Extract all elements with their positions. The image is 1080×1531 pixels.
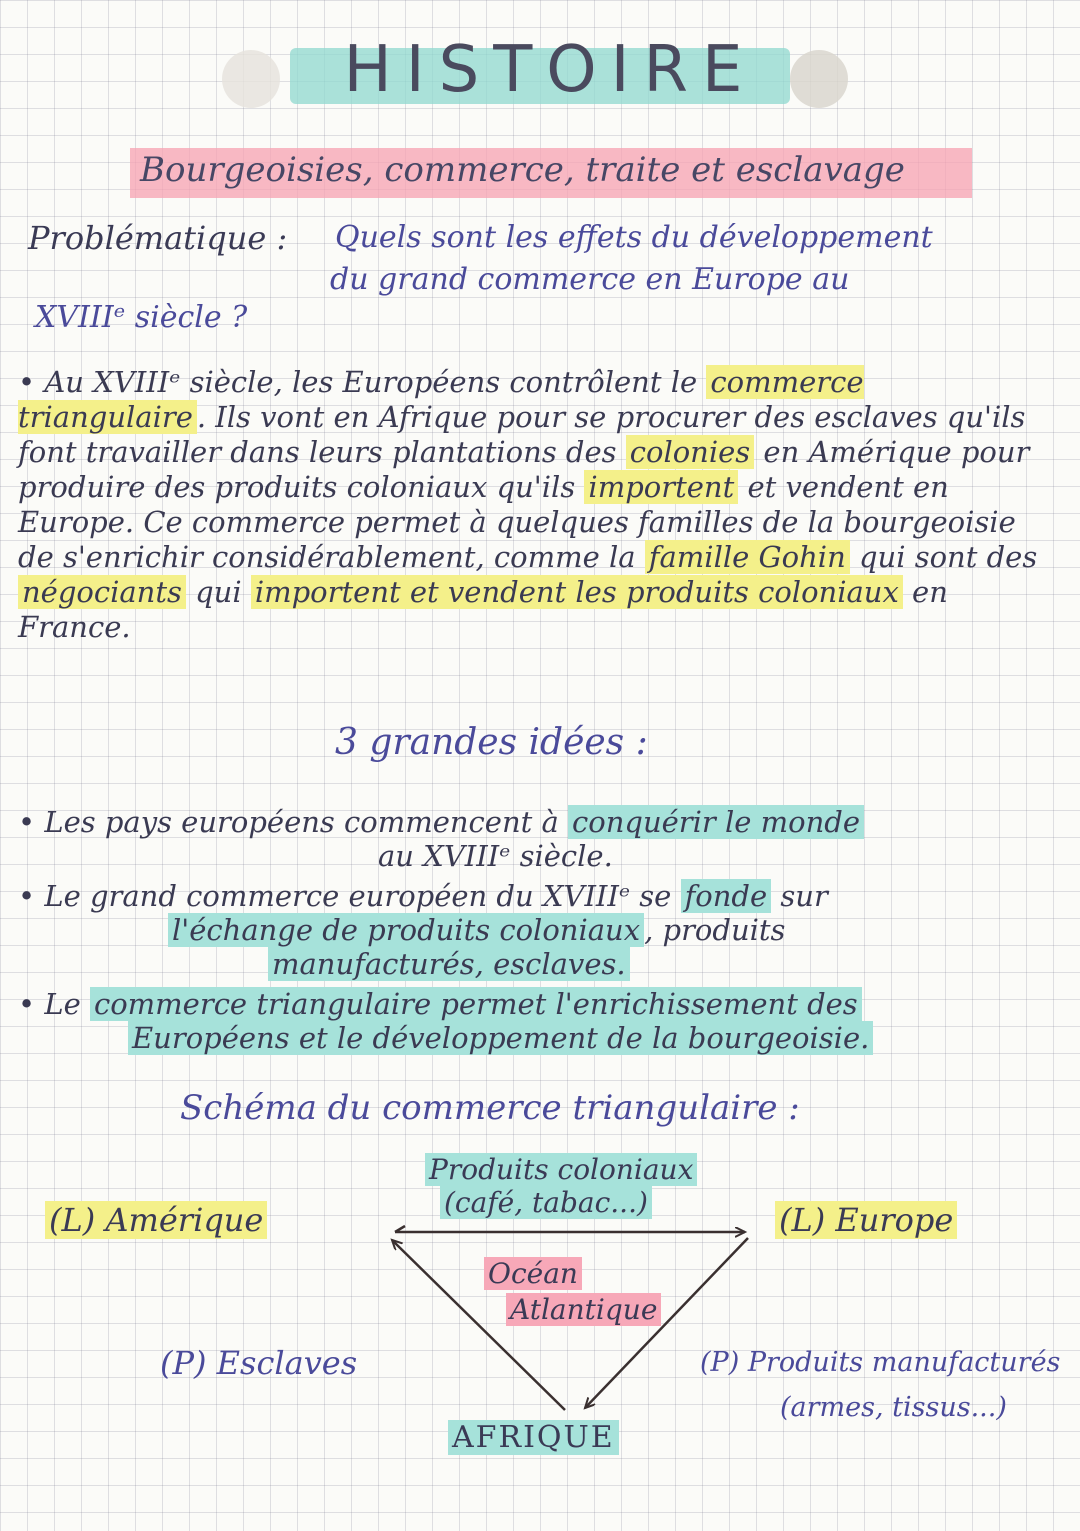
ideas-list: [18, 805, 1058, 1061]
page-title: HISTOIRE: [343, 33, 757, 107]
label-esclaves: (P) Esclaves: [160, 1344, 358, 1382]
problematique-line-2: du grand commerce en Europe au: [330, 262, 850, 297]
label-produits-manufactures: (P) Produits manufacturés: [700, 1347, 1061, 1378]
idea-item-3: • Le commerce triangulaire permet l'enrichissement des Européens et le développement de la bourgeoisie.: [18, 987, 1058, 1055]
highlight-manufactures: manufacturés, esclaves.: [268, 947, 630, 981]
p12: en France.: [18, 575, 948, 644]
top-label-1: Produits coloniaux: [425, 1155, 697, 1185]
idea-item-1: • Les pays européens commencent à conquérir le monde au XVIIIᵉ siècle.: [18, 805, 1058, 873]
highlight-conquerir: conquérir le monde: [568, 805, 864, 839]
problematique-label: Problématique :: [28, 219, 288, 257]
ideas-heading: 3 grandes idées :: [335, 722, 648, 763]
highlight-developpement: Européens et le développement de la bourgeoisie.: [128, 1021, 873, 1055]
bullet: •: [18, 365, 36, 399]
p8: qui sont des: [849, 540, 1038, 574]
problematique-line-1: Quels sont les effets du développement: [335, 220, 933, 255]
highlight-importent: importent: [584, 470, 738, 504]
problematique-line-3: XVIIIᵉ siècle ?: [35, 300, 248, 335]
label-produits-manufactures-detail: (armes, tissus...): [780, 1392, 1007, 1423]
highlight-importent-vendent: importent et vendent les produits coloniaux: [251, 575, 903, 609]
highlight-fonde: fonde: [681, 879, 772, 913]
highlight-echange: l'échange de produits coloniaux: [168, 913, 644, 947]
p4: en Amérique pour produire des produits coloniaux qu'ils: [18, 435, 1030, 504]
p2: . Ils vont en Afrique pour se procurer des esclaves qu'ils font travailler dans leurs plantations des: [18, 400, 1026, 469]
highlight-famille-gohin: famille Gohin: [645, 540, 850, 574]
decorative-circle-left: [222, 50, 280, 108]
diagram-heading: Schéma du commerce triangulaire :: [180, 1088, 800, 1128]
subtitle: Bourgeoisies, commerce, traite et esclavage: [140, 150, 905, 190]
highlight-colonies: colonies: [626, 435, 754, 469]
highlight-commerce-triangulaire: commerce triangulaire: [18, 365, 864, 434]
p6: et vendent en Europe. Ce commerce permet à quelques familles de la bourgeoisie de s'enrichir considérablement, comme la: [18, 470, 1016, 574]
label-amerique: (L) Amérique: [45, 1202, 267, 1238]
idea-item-2: • Le grand commerce européen du XVIIIᵉ se fonde sur l'échange de produits coloniaux , produits manufacturés, esclaves.: [18, 879, 828, 981]
ocean-label-2: Atlantique: [506, 1294, 661, 1326]
top-label-2: (café, tabac...): [440, 1188, 652, 1218]
label-afrique: AFRIQUE: [448, 1420, 619, 1456]
highlight-negociants: négociants: [18, 575, 186, 609]
p10: qui: [185, 575, 251, 609]
intro-paragraph: [18, 365, 1058, 645]
p0: Au XVIIIᵉ siècle, les Européens contrôlent le: [44, 365, 707, 399]
highlight-enrichissement: commerce triangulaire permet l'enrichissement des: [90, 987, 862, 1021]
ocean-label-1: Océan: [484, 1258, 582, 1290]
label-europe: (L) Europe: [775, 1202, 957, 1238]
